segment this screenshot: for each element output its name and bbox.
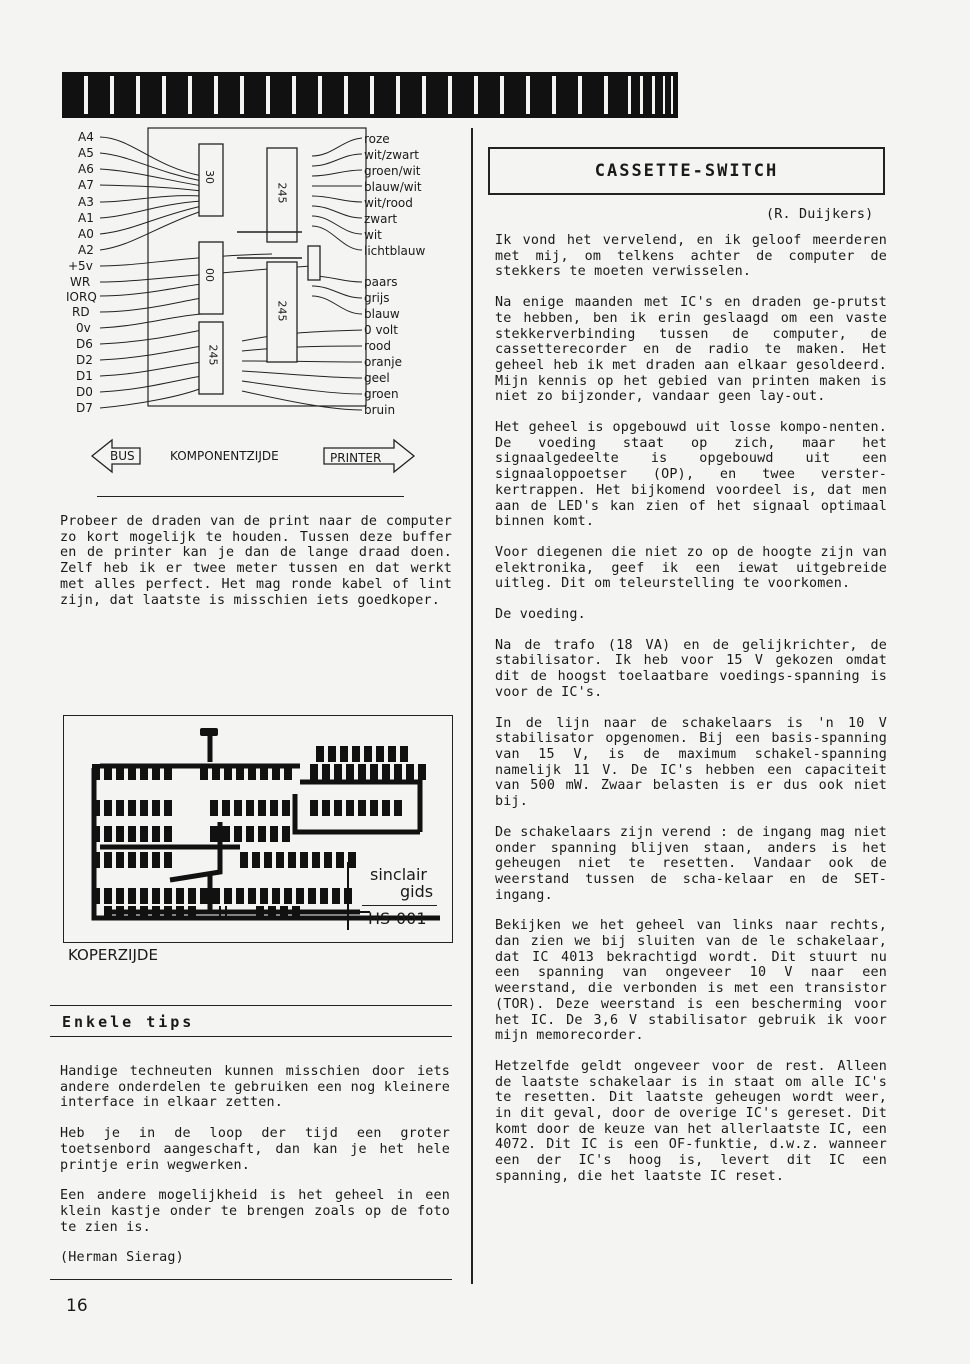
wire-label-geel: geel	[364, 371, 390, 385]
tips-body	[60, 1064, 450, 1281]
wire-label-bruin: bruin	[364, 403, 396, 417]
pin-label-a2: A2	[78, 243, 94, 257]
page-number: 16	[66, 1296, 88, 1316]
wire-label-paars: paars	[364, 275, 398, 289]
pcb-brand-line2: gids	[400, 882, 434, 901]
chip-label-1: 30	[203, 170, 216, 184]
article-paragraph-3: Het geheel is opgebouwd uit losse kompo-nenten. De voeding staat op zich, maar het signaalgedeelte is opgebouwd uit een signaaloppoetser (OP), en twee verster-kertrappen. Het bijkomend voordeel is, dat men aan de LED's kan zien of het signaal optimaal binnen komt.	[495, 420, 887, 530]
article-paragraph-8: Bekijken we het geheel van links naar rechts, dan zien we bij sluiten van de le schakelaar, dat IC 4013 bekrachtigd wordt. Dit stuurt nu een spanning van ongeveer 10 V naar een weerstand, die verbonden is met een transistor (TOR). Deze weerstand is een bescherming voor het IC. De 3,6 V stabilisator gebruik ik voor mijn memorecorder.	[495, 918, 887, 1044]
chip-label-4: 245	[275, 300, 289, 322]
pcb-copper-drawing	[80, 722, 440, 930]
article-paragraph-9: Hetzelfde geldt ongeveer voor de rest. Alleen de laatste schakelaar is in staat om alle IC's te resetten. Dit laatste geheugen wordt weer, in dit geval, door de overige IC's gereset. Dit komt door de keuze van het allerlaatste IC, een 4072. Dit IC is een OF-funktie, d.w.z. wanneer een der IC's hoog is, levert dit IC een spanning, die het laatste IC reset.	[495, 1058, 887, 1184]
article-paragraph-6: In de lijn naar de schakelaars is 'n 10 V stabilisator opgenomen. Bij een basis-spanning van 15 V, is de maximum schakel-spanning namelijk 11 V. De IC's hebben een capaciteit van 500 mW. Zwaar belasten is er dus ook niet bij.	[495, 715, 887, 810]
wire-label-lichtblauw: lichtblauw	[364, 244, 426, 258]
article-paragraph-7: De schakelaars zijn verend : de ingang mag niet onder spanning blijven staan, anders is het geheugen niet te resetten. Vandaar ook de weerstand tussen de scha-kelaar en de SET-ingang.	[495, 824, 887, 903]
pin-label-rd: RD	[72, 305, 90, 319]
pin-label-d0: D0	[76, 385, 93, 399]
article-author: (R. Duijkers)	[766, 207, 874, 222]
wire-label-zwart: zwart	[364, 212, 398, 226]
wire-label-groen-wit: groen/wit	[364, 164, 421, 178]
article-paragraph-1: Ik vond het vervelend, en ik geloof meerderen met mij, om telkens achter de computer de stekkers te moeten verwisselen.	[495, 233, 887, 280]
tips-paragraph-1: Handige techneuten kunnen misschien door iets andere onderdelen te gebruiken een nog kleinere interface in elkaar zetten.	[60, 1064, 450, 1111]
component-side-label: KOMPONENTZIJDE	[170, 449, 279, 463]
column-divider	[471, 128, 473, 1284]
tips-end-rule	[50, 1279, 452, 1280]
pin-label-a7: A7	[78, 178, 94, 192]
wire-label-blauw: blauw	[364, 307, 400, 321]
pin-label-a0: A0	[78, 227, 94, 241]
pin-label-a3: A3	[78, 195, 94, 209]
left-intro-paragraph: Probeer de draden van de print naar de computer zo kort mogelijk te houden. Tussen deze buffer en de printer kan je dan de lange draad doen. Zelf heb ik er twee meter tussen en dat werkt met alles perfect. Het mag ronde kabel of lint zijn, dat laatste is misschien iets goedkoper.	[60, 514, 452, 608]
pin-label-a5: A5	[78, 146, 94, 160]
pcb-caption: KOPERZIJDE	[68, 946, 158, 964]
pcb-brand-line1: sinclair	[370, 865, 427, 884]
article-paragraph-2: Na enige maanden met IC's en draden ge-prutst te hebben, ben ik erin geslaagd om een vaste stekkerverbinding tussen de computer, de cassetterecorder en de radio te maken. Het geheel heb ik met draden aan elkaar gesoldeerd. Mijn kennis op het gebied van printen maken is niet zo bijzonder, vandaar geen lay-out.	[495, 295, 887, 405]
tips-heading: Enkele tips	[62, 1013, 195, 1031]
pin-label-iorq: IORQ	[66, 290, 97, 304]
tips-paragraph-2: Heb je in de loop der tijd een groter toetsenbord aangeschaft, dan kan je het hele printje erin wegwerken.	[60, 1126, 450, 1173]
pin-label-a1: A1	[78, 211, 94, 225]
article-title-box	[488, 147, 885, 195]
wire-label-roze: roze	[364, 132, 390, 146]
article-body	[495, 233, 887, 1200]
pcb-brand-divider	[362, 905, 437, 906]
wire-label-oranje: oranje	[364, 355, 402, 369]
chip-label-3: 00	[203, 268, 216, 282]
wire-label-grijs: grijs	[364, 291, 390, 305]
tips-paragraph-3: Een andere mogelijkheid is het geheel in een klein kastje onder te brengen zoals op de foto te zien is.	[60, 1188, 450, 1235]
pin-label-a4: A4	[78, 130, 94, 144]
pin-label-0v: 0v	[76, 321, 91, 335]
pin-label-a6: A6	[78, 162, 94, 176]
diagram-underline	[97, 496, 404, 497]
tips-bottom-rule	[50, 1036, 452, 1037]
chip-label-5: 245	[206, 344, 220, 366]
pin-label-wr: WR	[70, 275, 91, 289]
pin-label-d6: D6	[76, 337, 93, 351]
article-paragraph-5: Na de trafo (18 VA) en de gelijkrichter, de stabilisator. Ik heb voor 15 V gekozen omdat dit de hoogst toelaatbare voedings-spanning is voor de IC's.	[495, 637, 887, 700]
article-paragraph-4: Voor diegenen die niet zo op de hoogte zijn van elektronika, geef ik een iewat uitgebreide uitleg. Dit om teleurstelling te voorkomen.	[495, 544, 887, 592]
bus-label: BUS	[110, 449, 135, 463]
tips-author: (Herman Sierag)	[60, 1250, 184, 1266]
chip-label-2: 245	[275, 182, 289, 204]
wire-label-wit: wit	[364, 228, 382, 242]
pcb-code: HS-001	[368, 909, 427, 928]
pin-label-5v: +5v	[68, 259, 93, 273]
article-title: CASSETTE-SWITCH	[594, 161, 779, 181]
tips-top-rule	[50, 1005, 452, 1006]
wire-label-groen: groen	[364, 387, 399, 401]
pin-label-d1: D1	[76, 369, 93, 383]
wire-label-rood: rood	[364, 339, 391, 353]
wire-label-blauw-wit: blauw/wit	[364, 180, 422, 194]
wire-label-0-volt: 0 volt	[364, 323, 398, 337]
wire-label-wit-zwart: wit/zwart	[364, 148, 420, 162]
printer-label: PRINTER	[330, 451, 382, 465]
pin-label-d2: D2	[76, 353, 93, 367]
wire-label-wit-rood: wit/rood	[364, 196, 413, 210]
header-stripe-bar	[62, 72, 678, 118]
article-subheading-voeding: De voeding.	[495, 607, 586, 623]
pin-label-d7: D7	[76, 401, 93, 415]
wiring-diagram	[62, 126, 462, 496]
